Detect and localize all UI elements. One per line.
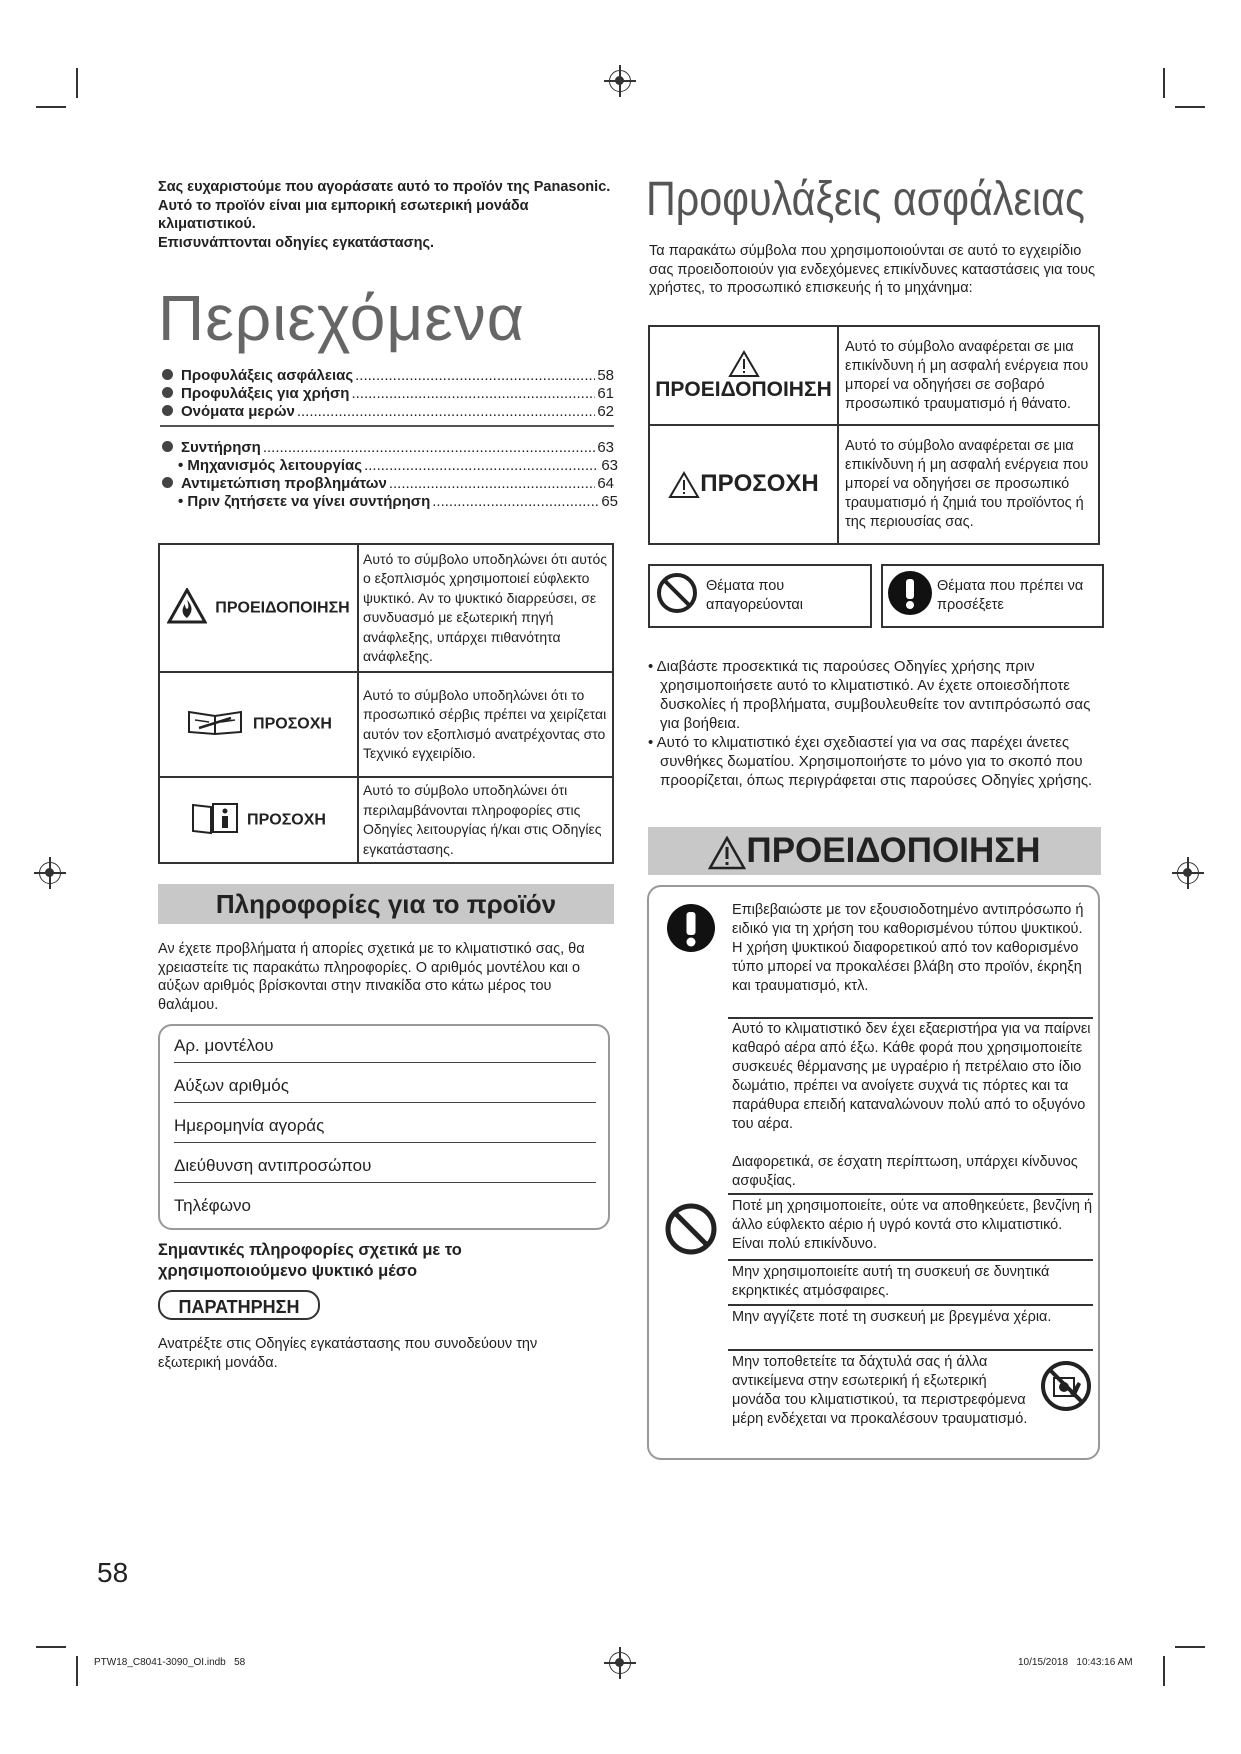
toc-label: • Μηχανισμός λειτουργίας bbox=[178, 457, 363, 474]
toc-item[interactable] bbox=[162, 403, 614, 421]
symbol-cell bbox=[649, 326, 838, 425]
warning-triangle-icon bbox=[728, 350, 760, 378]
exclamation-icon bbox=[666, 903, 716, 958]
bullet-text: Διαβάστε προσεκτικά τις παρούσες Οδηγίες χρήσης πριν χρησιμοποιήσετε αυτό το κλιματιστικό. Αν έχετε οποιεσδήποτε δυσκολίες ή προβλήματα, συμβουλευθείτε τον αντιπρόσωπό σας για βοήθεια. bbox=[656, 658, 1091, 732]
symbol-label: ΠΡΟΕΙΔΟΠΟΙΗΣΗ bbox=[655, 377, 832, 401]
flammable-warning-icon bbox=[167, 588, 207, 629]
warning-title: ΠΡΟΕΙΔΟΠΟΙΗΣΗ bbox=[746, 831, 1041, 870]
prohibited-legend bbox=[648, 564, 872, 628]
toc-label: Προφυλάξεις ασφάλειας bbox=[181, 367, 354, 384]
symbol-description: Αυτό το σύμβολο αναφέρεται σε μια επικίνδυνη ή μη ασφαλή ενέργεια που μπορεί να οδηγήσει σε σοβαρό προσωπικό τραυματισμό ή θάνατο. bbox=[838, 326, 1099, 425]
symbol-cell bbox=[159, 777, 358, 863]
registration-mark-icon bbox=[609, 70, 631, 92]
safety-symbol-table bbox=[648, 325, 1100, 545]
toc-item[interactable] bbox=[162, 439, 614, 457]
symbol-label: ΠΡΟΣΟΧΗ bbox=[247, 811, 326, 829]
must-follow-legend bbox=[881, 564, 1104, 628]
toc-page: 61 bbox=[597, 385, 614, 402]
symbol-row bbox=[159, 672, 613, 777]
field-purchase-date[interactable]: Ημερομηνία αγοράς bbox=[174, 1116, 596, 1143]
toc-label: Αντιμετώπιση προβλημάτων bbox=[181, 475, 387, 492]
toc-page: 65 bbox=[601, 493, 618, 510]
toc-page: 62 bbox=[597, 403, 614, 420]
product-info-title: Πληροφορίες για το προϊόν bbox=[158, 884, 614, 924]
symbol-row bbox=[159, 544, 613, 672]
no-fingers-fan-icon bbox=[1040, 1360, 1092, 1417]
symbol-row bbox=[649, 425, 1099, 544]
warning-item: Μην χρησιμοποιείτε αυτή τη συσκευή σε δυνητικά εκρηκτικές ατμόσφαιρες. bbox=[732, 1264, 1050, 1299]
warning-heading bbox=[648, 827, 1101, 875]
symbol-description: Αυτό το σύμβολο αναφέρεται σε μια επικίνδυνη ή μη ασφαλή ενέργεια που μπορεί να οδηγήσει σε προσωπικό τραυματισμό ή ζημιά του προϊόντος ή της περιουσίας σας. bbox=[838, 425, 1099, 544]
toc-item[interactable] bbox=[160, 493, 618, 511]
product-info-text: Αν έχετε προβλήματα ή απορίες σχετικά με το κλιματιστικό σας, θα χρειαστείτε τις παρακάτω πληροφορίες. Ο αριθμός μοντέλου και ο αύξων αριθμός βρίσκονται στην πινακίδα στο κάτω μέρος του θαλάμου. bbox=[158, 941, 585, 1013]
warning-item: Ποτέ μη χρησιμοποιείτε, ούτε να αποθηκεύετε, βενζίνη ή άλλο εύφλεκτο αέριο ή υγρό κοντά στο κλιματιστικό. Είναι πολύ επικίνδυνο. bbox=[732, 1198, 1093, 1252]
bullet-text: Αυτό το κλιματιστικό έχει σχεδιαστεί για να σας παρέχει άνετες συνθήκες δωματίου. Χρησιμοποιήστε το μόνο για το σκοπό που προορίζεται, όπως περιγράφεται στις παρούσες Οδηγίες χρήσης. bbox=[656, 734, 1093, 789]
registration-mark-icon bbox=[1177, 862, 1199, 884]
intro-line: Σας ευχαριστούμε που αγοράσατε αυτό το προϊόν της Panasonic. bbox=[158, 179, 611, 195]
service-manual-icon bbox=[185, 708, 245, 741]
symbol-cell bbox=[159, 672, 358, 777]
prohibited-icon bbox=[656, 572, 698, 620]
prohibited-label: Θέματα που απαγορεύονται bbox=[706, 578, 803, 613]
symbol-row bbox=[159, 777, 613, 863]
warning-triangle-icon bbox=[708, 836, 746, 870]
warning-item: Αυτό το κλιματιστικό δεν έχει εξαεριστήρα για να παίρνει καθαρό αέρα από έξω. Κάθε φορά που χρησιμοποιείτε συσκευές θέρμανσης με υγραέριο ή πετρέλαιο στο ίδιο δωμάτιο, πρέπει να ανοίγετε συχνά τις πόρτες και τα παράθυρα επειδή καταναλώνουν πολύ από το οξυγόνο του αέρα. bbox=[732, 1021, 1091, 1132]
toc-page: 58 bbox=[597, 367, 614, 384]
warning-triangle-icon bbox=[668, 471, 700, 499]
field-phone[interactable]: Τηλέφωνο bbox=[174, 1196, 251, 1215]
symbol-row bbox=[649, 326, 1099, 425]
toc-page: 64 bbox=[597, 475, 614, 492]
toc-label: • Πριν ζητήσετε να γίνει συντήρηση bbox=[178, 493, 431, 510]
field-model-number[interactable]: Αρ. μοντέλου bbox=[174, 1036, 596, 1063]
symbol-label: ΠΡΟΣΟΧΗ bbox=[253, 715, 332, 733]
toc-item[interactable] bbox=[160, 457, 618, 475]
symbol-description: Αυτό το σύμβολο υποδηλώνει ότι περιλαμβάνονται πληροφορίες στις Οδηγίες λειτουργίας ή/και στις Οδηγίες εγκατάστασης. bbox=[358, 777, 613, 863]
intro-line: Αυτό το προϊόν είναι μια εμπορική εσωτερική μονάδα κλιματιστικού. bbox=[158, 197, 529, 232]
toc-divider bbox=[160, 425, 614, 427]
intro-line: Επισυνάπτονται οδηγίες εγκατάστασης. bbox=[158, 234, 435, 251]
symbol-label: ΠΡΟΕΙΔΟΠΟΙΗΣΗ bbox=[215, 599, 350, 617]
refrigerant-heading: Σημαντικές πληροφορίες σχετικά με το χρησιμοποιούμενο ψυκτικό μέσο bbox=[158, 1241, 462, 1280]
bullet-item: • Διαβάστε προσεκτικά τις παρούσες Οδηγίες χρήσης πριν χρησιμοποιήσετε αυτό το κλιματιστικό. Αν έχετε οποιεσδήποτε δυσκολίες ή προβλήματα, συμβουλευθείτε τον αντιπρόσωπό σας για βοήθεια. bbox=[648, 658, 1091, 732]
field-dealer-address[interactable]: Διεύθυνση αντιπροσώπου bbox=[174, 1156, 596, 1183]
toc-label: Προφυλάξεις για χρήση bbox=[181, 385, 350, 402]
symbol-cell bbox=[159, 544, 358, 672]
safety-intro: Τα παρακάτω σύμβολα που χρησιμοποιούνται σε αυτό το εγχειρίδιο σας προειδοποιούν για ενδεχόμενες επικίνδυνες καταστάσεις για τους χρήστες, το προσωπικό επισκευής ή το μηχάνημα: bbox=[649, 243, 1096, 296]
registration-mark-icon bbox=[609, 1652, 631, 1674]
toc-page: 63 bbox=[601, 457, 618, 474]
file-info: PTW18_C8041-3090_OI.indb 58 bbox=[94, 1657, 246, 1668]
contents-title: Περιεχόμενα bbox=[158, 282, 525, 354]
toc-item[interactable] bbox=[162, 367, 614, 385]
toc-label: Ονόματα μερών bbox=[181, 403, 295, 420]
exclamation-icon bbox=[887, 570, 933, 622]
warning-item: Μην τοποθετείτε τα δάχτυλά σας ή άλλα αντικείμενα στην εσωτερική ή εξωτερική μονάδα του κλιματιστικού, τα περιστρεφόμενα μέρη ενδέχεται να προκαλέσουν τραυματισμό. bbox=[732, 1354, 1028, 1427]
must-follow-label: Θέματα που πρέπει να προσέξετε bbox=[937, 578, 1084, 613]
safety-title: Προφυλάξεις ασφάλειας bbox=[646, 173, 1085, 226]
toc-item[interactable] bbox=[162, 385, 614, 403]
print-timestamp: 10/15/2018 10:43:16 AM bbox=[1018, 1657, 1133, 1668]
prohibited-icon bbox=[664, 1202, 718, 1261]
symbol-description: Αυτό το σύμβολο υποδηλώνει ότι το προσωπικό σέρβις πρέπει να χειρίζεται αυτόν τον εξοπλισμό ανατρέχοντας στο Τεχνικό εγχειρίδιο. bbox=[358, 672, 613, 777]
intro-text bbox=[158, 178, 618, 252]
refrigerant-text: Ανατρέξτε στις Οδηγίες εγκατάστασης που συνοδεύουν την εξωτερική μονάδα. bbox=[158, 1336, 538, 1371]
symbol-table bbox=[158, 543, 614, 864]
symbol-description: Αυτό το σύμβολο υποδηλώνει ότι αυτός ο εξοπλισμός χρησιμοποιεί εύφλεκτο ψυκτικό. Αν το ψυκτικό διαρρεύσει, σε συνδυασμό με εξωτερική πηγή ανάφλεξης, υπάρχει πιθανότητα ανάφλεξης. bbox=[358, 544, 613, 672]
toc-item[interactable] bbox=[162, 475, 614, 493]
info-manual-icon bbox=[191, 801, 239, 840]
warning-item: Μην αγγίζετε ποτέ τη συσκευή με βρεγμένα χέρια. bbox=[732, 1309, 1052, 1325]
field-serial-number[interactable]: Αύξων αριθμός bbox=[174, 1076, 596, 1103]
warning-item: Επιβεβαιώστε με τον εξουσιοδοτημένο αντιπρόσωπο ή ειδικό για τη χρήση του καθορισμένου τύπου ψυκτικού. Η χρήση ψυκτικού διαφορετικού από τον καθορισμένο τύπο μπορεί να προκαλέσει βλάβη στο προϊόν, έκρηξη και τραυματισμό, κτλ. bbox=[732, 902, 1084, 994]
toc-label: Συντήρηση bbox=[181, 439, 261, 456]
bullet-item: • Αυτό το κλιματιστικό έχει σχεδιαστεί για να σας παρέχει άνετες συνθήκες δωματίου. Χρησιμοποιήστε το μόνο για το σκοπό που προορίζεται, όπως περιγράφεται στις παρούσες Οδηγίες χρήσης. bbox=[648, 734, 1093, 789]
symbol-cell bbox=[649, 425, 838, 544]
registration-mark-icon bbox=[39, 862, 61, 884]
product-info-form bbox=[158, 1024, 610, 1230]
bullet-list bbox=[648, 657, 1100, 790]
warning-item: Διαφορετικά, σε έσχατη περίπτωση, υπάρχει κίνδυνος ασφυξίας. bbox=[732, 1154, 1078, 1189]
toc-page: 63 bbox=[597, 439, 614, 456]
note-badge: ΠΑΡΑΤΗΡΗΣΗ bbox=[158, 1290, 320, 1320]
symbol-label: ΠΡΟΣΟΧΗ bbox=[700, 470, 819, 498]
page-number: 58 bbox=[97, 1557, 129, 1588]
